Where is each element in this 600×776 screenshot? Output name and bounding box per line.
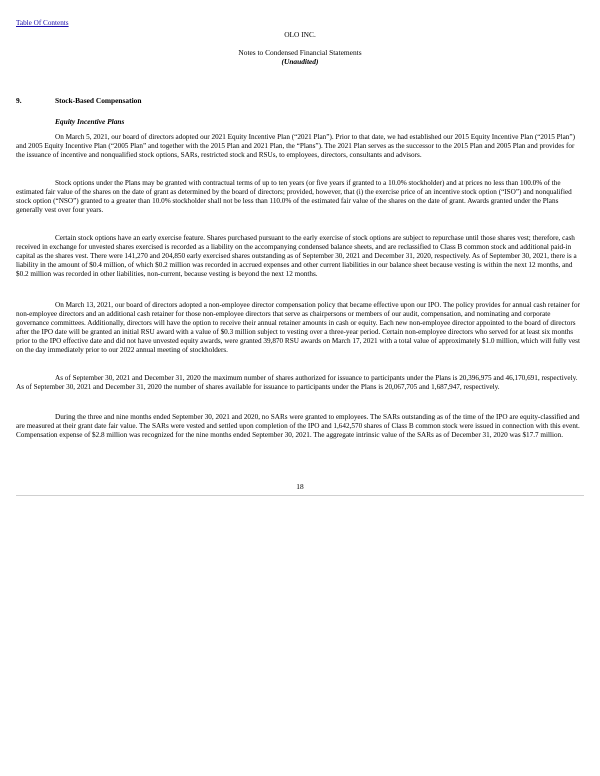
- paragraph-stock-options-terms: Stock options under the Plans may be granted with contractual terms of up to ten years (or five years if granted to a 10.0% stockholder) and at prices no less than 100.0% of the estimated fair value of the shares on the date of grant as determined by the board of directors; provided, however, that (i) the exercise price of an incentive stock option (“ISO”) and nonqualified stock option (“NSO”) granted to a greater than 10.0% stockholder shall not be less than 110.0% of the estimated fair value of the shares on the date of grant. Awards granted under the Plans generally vest over four years.: [16, 179, 572, 215]
- page-divider: [16, 495, 584, 496]
- table-of-contents-link[interactable]: Table Of Contents: [16, 19, 69, 27]
- page-number: 18: [296, 482, 304, 491]
- paragraph-sars: During the three and nine months ended September 30, 2021 and 2020, no SARs were granted to employees. The SARs outstanding as of the time of the IPO are equity-classified and are measured at their grant date fair value. The SARs were vested and settled upon completion of the IPO and 1,642,570 shares of Class B common stock were issued in connection with this event. Compensation expense of $2.8 million was recognized for the nine months ended September 30, 2021. The aggregate intrinsic value of the SARs as of December 31, 2020 was $17.7 million.: [16, 413, 580, 440]
- section-number: 9.: [16, 96, 22, 105]
- paragraph-early-exercise: Certain stock options have an early exercise feature. Shares purchased pursuant to the early exercise of stock options are subject to repurchase until those shares vest; therefore, cash received in exchange for unvested shares exercised is recorded as a liability on the accompanying condensed balance sheets, and are reclassified to Class B common stock and additional paid-in capital as the shares vest. There were 141,270 and 204,850 early exercised shares outstanding as of September 30, 2021 and December 31, 2020, respectively. As of September 30, 2021, there is a liability in the amount of $0.4 million, of which $0.2 million was recorded in accrued expenses and other current liabilities in our balance sheet because vesting is within the next 12 months, and $0.2 million was recorded in other liabilities, non-current, because vesting is beyond the next 12 months.: [16, 234, 577, 279]
- subsection-heading: Equity Incentive Plans: [55, 117, 125, 126]
- paragraph-director-compensation: On March 13, 2021, our board of directors adopted a non-employee director compensation policy that became effective upon our IPO. The policy provides for annual cash retainer for non-employee directors and an additional cash retainer for those non-employee directors that serve as chairpersons or members of our audit, compensation, and nominating and corporate governance committees. Additionally, directors will have the option to receive their annual retainer amounts in cash or equity. Each new non-employee director appointed to the board of directors after the IPO date will be granted an initial RSU award with a value of $0.3 million subject to vesting over a three-year period. Certain non-employee directors who served for at least six months prior to the IPO effective date and did not have unvested equity awards, were granted 39,870 RSU awards on March 17, 2021 with a total value of approximately $1.0 million, which will fully vest on the day immediately prior to our 2022 annual meeting of stockholders.: [16, 301, 581, 355]
- section-heading: [16, 96, 141, 105]
- unaudited-label: (Unaudited): [281, 57, 319, 66]
- statement-title: [0, 48, 600, 66]
- company-name: OLO INC.: [284, 30, 316, 39]
- paragraph-plan-adoption: On March 5, 2021, our board of directors adopted our 2021 Equity Incentive Plan (“2021 Plan”). Prior to that date, we had established our 2015 Equity Incentive Plan (“2015 Plan”) and 2005 Equity Incentive Plan (“2005 Plan” and together with the 2015 Plan and 2021 Plan, the “Plans”). The 2021 Plan serves as the successor to the 2015 Plan and 2005 Plan and provides for the issuance of incentive and nonqualified stock options, SARs, restricted stock and RSUs, to employees, directors, consultants and advisors.: [16, 133, 575, 160]
- section-title: Stock-Based Compensation: [55, 96, 142, 105]
- paragraph-shares-authorized: As of September 30, 2021 and December 31, 2020 the maximum number of shares authorized for issuance to participants under the Plans is 20,396,975 and 46,170,691, respectively. As of September 30, 2021 and December 31, 2020 the number of shares available for issuance to participants under the Plans is 20,067,705 and 1,687,947, respectively.: [16, 374, 578, 392]
- statement-title-text: Notes to Condensed Financial Statements: [238, 48, 362, 57]
